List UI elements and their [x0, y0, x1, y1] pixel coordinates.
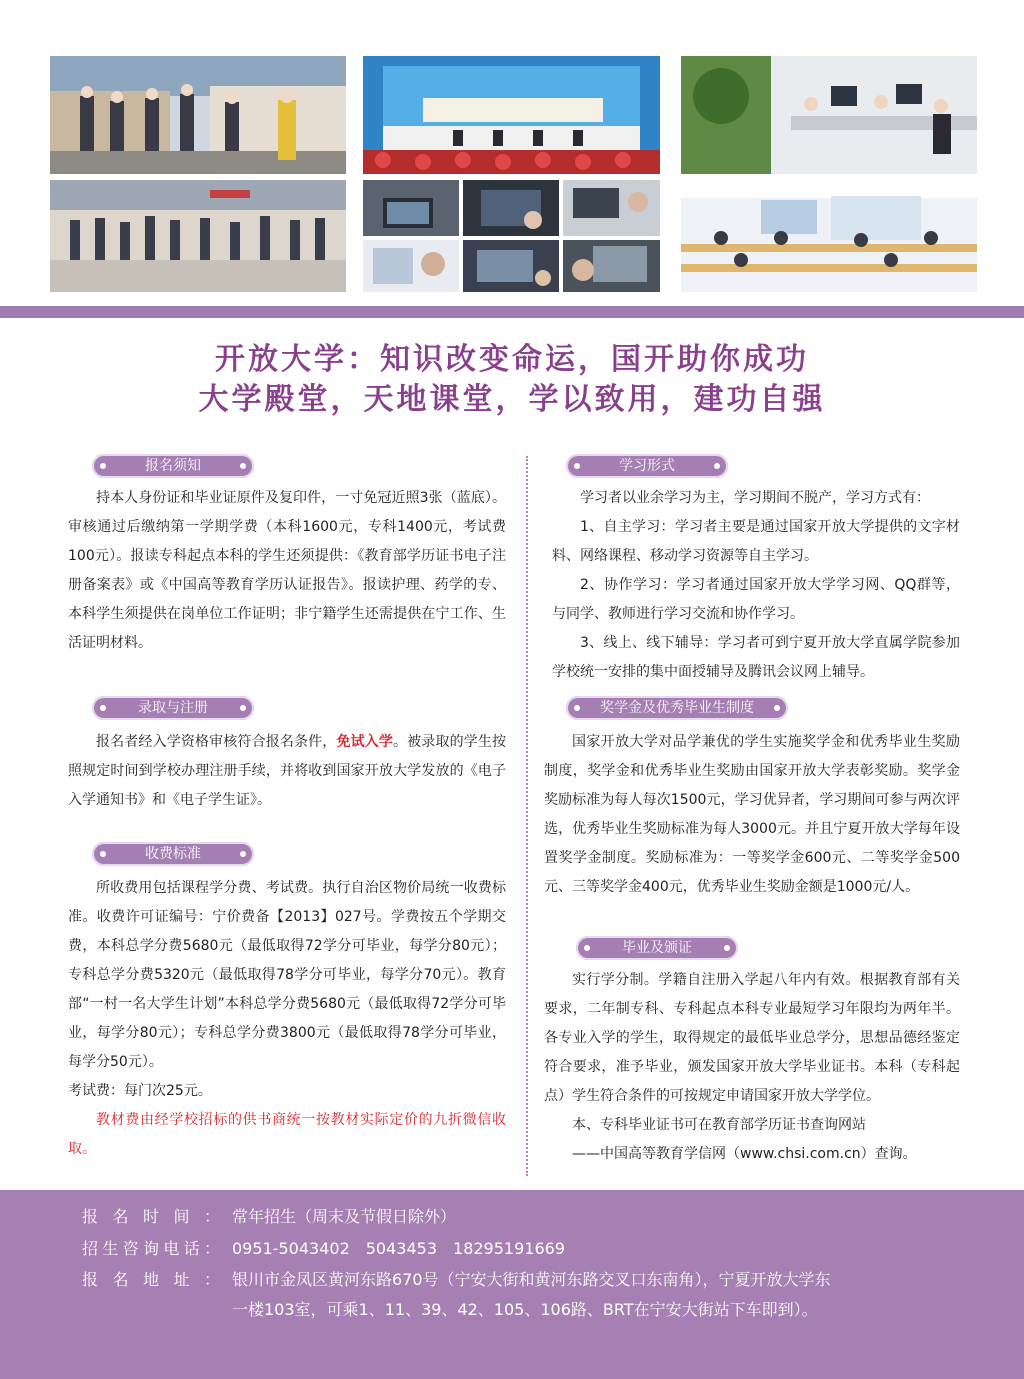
- study-intro: 学习者以业余学习为主，学习期间不脱产，学习方式有：: [580, 490, 930, 506]
- photo-registration-queue-art: [50, 56, 346, 174]
- photo-online-study-5: [463, 240, 559, 292]
- graduation-text-2: 本、专科毕业证书可在教育部学历证书查询网站: [572, 1117, 866, 1133]
- fees-text: 所收费用包括课程学分费、考试费。执行自治区物价局统一收费标准。收费许可证编号：宁价费备【2013】027号。学费按五个学期交费，本科总学分费5680元（最低取得72学分可毕业，每学分80元）；专科总学分费5320元（最低取得78学分可毕业，每学分70元）。教育部“一村一名大学生计划”本科总学分费5680元（最低取得72学分可毕业，每学分80元）；专科总学分费3800元（最低取得78学分可毕业，每学分50元）。: [68, 880, 506, 1070]
- footer-phone-label: 招生咨询电话：: [82, 1239, 220, 1258]
- footer-address-line-1: 银川市金凤区黄河东路670号（宁安大街和黄河东路交叉口东南角），宁夏开放大学东: [232, 1270, 831, 1289]
- headline-line-1: 开放大学：知识改变命运，国开助你成功: [215, 342, 809, 377]
- graduation-text-block: [544, 966, 960, 1169]
- graduation-text: 实行学分制。学籍自注册入学起八年内有效。根据教育部有关要求，二年制专科、专科起点本科专业最短学习年限均为两年半。各专业入学的学生，取得规定的最低毕业总学分，思想品德经鉴定符合要求，准予毕业，颁发国家开放大学毕业证书。本科（专科起点）学生符合条件的可按规定申请国家开放大学学位。: [544, 972, 960, 1104]
- section-title-registration: 报名须知: [92, 454, 254, 478]
- footer-address-label: 报名地址：: [82, 1270, 220, 1289]
- section-title-fees: 收费标准: [92, 842, 254, 866]
- photo-online-study-6-art: [563, 240, 660, 292]
- section-title-study: 学习形式: [566, 454, 728, 478]
- registration-text-block: [68, 484, 506, 658]
- photo-hall-gathering: [50, 180, 346, 292]
- registration-text: 持本人身份证和毕业证原件及复印件，一寸免冠近照3张（蓝底）。审核通过后缴纳第一学期学费（本科1600元，专科1400元，考试费100元）。报读专科起点本科的学生还须提供：《教育部学历证书电子注册备案表》或《中国高等教育学历认证报告》。报读护理、药学的专、本科学生须提供在岗单位工作证明；非宁籍学生还需提供在宁工作、生活证明材料。: [68, 490, 506, 651]
- photo-online-study-5-art: [463, 240, 559, 292]
- fees-text-block: [68, 874, 506, 1164]
- section-title-admission: 录取与注册: [92, 696, 254, 720]
- top-band: [0, 306, 1024, 318]
- fees-textbook-note: 教材费由经学校招标的供书商统一按教材实际定价的九折微信收取。: [68, 1112, 506, 1157]
- photo-classroom-art: [681, 180, 977, 292]
- photo-registration-queue: [50, 56, 346, 174]
- photo-collage: [50, 56, 977, 292]
- photo-online-study-3: [563, 180, 660, 236]
- photo-computer-room-art: [681, 56, 977, 174]
- photo-computer-room: [681, 56, 977, 174]
- photo-online-study-2-art: [463, 180, 559, 236]
- column-divider: [526, 456, 528, 1176]
- photo-online-study-4-art: [363, 240, 459, 292]
- study-item-2: 2、协作学习：学习者通过国家开放大学学习网、QQ群等，与同学、教师进行学习交流和协作学习。: [552, 577, 960, 622]
- footer-phone-value: 0951-5043402 5043453 18295191669: [232, 1239, 565, 1258]
- headline-line-2: 大学殿堂，天地课堂，学以致用，建功自强: [198, 382, 826, 417]
- admission-text: [68, 728, 506, 815]
- footer-address-line-2: 一楼103室，可乘1、11、39、42、105、106路、BRT在宁安大街站下车即到）。: [232, 1300, 818, 1319]
- photo-online-study-4: [363, 240, 459, 292]
- study-text-block: [552, 484, 960, 687]
- photo-online-study-1-art: [363, 180, 459, 236]
- photo-online-study-1: [363, 180, 459, 236]
- admission-text-after: 。被录取的学生按照规定时间到学校办理注册手续，并将收到国家开放大学发放的《电子入学通知书》和《电子学生证》。: [68, 734, 507, 808]
- scholarship-text: 国家开放大学对品学兼优的学生实施奖学金和优秀毕业生奖励制度，奖学金和优秀毕业生奖励由国家开放大学表彰奖励。奖学金奖励标准为每人每次1500元，学习优异者，学习期间可参与两次评选，优秀毕业生奖励标准为每人3000元。并且宁夏开放大学每年设置奖学金制度。奖励标准为：一等奖学金600元、二等奖学金500元、三等奖学金400元，优秀毕业生奖励金额是1000元/人。: [544, 734, 960, 895]
- footer-time-label: 报名时间：: [82, 1207, 220, 1226]
- footer-time-value: 常年招生（周末及节假日除外）: [232, 1207, 457, 1226]
- photo-online-study-2: [463, 180, 559, 236]
- footer-panel: [0, 1190, 1024, 1379]
- admission-text-block: [68, 728, 506, 815]
- study-item-3: 3、线上、线下辅导：学习者可到宁夏开放大学直属学院参加学校统一安排的集中面授辅导及腾讯会议网上辅导。: [552, 635, 960, 680]
- graduation-text-3: ——中国高等教育学信网（www.chsi.com.cn）查询。: [572, 1146, 917, 1162]
- photo-online-study-3-art: [563, 180, 660, 236]
- photo-hall-gathering-art: [50, 180, 346, 292]
- fees-exam-fee: 考试费：每门次25元。: [68, 1083, 212, 1099]
- photo-online-study-6: [563, 240, 660, 292]
- admission-text-before: 报名者经入学资格审核符合报名条件，: [96, 734, 337, 750]
- photo-opening-ceremony-art: [363, 56, 660, 174]
- photo-opening-ceremony: [363, 56, 660, 174]
- section-title-graduation: 毕业及颁证: [576, 936, 738, 960]
- photo-classroom: [681, 180, 977, 292]
- study-item-1: 1、自主学习：学习者主要是通过国家开放大学提供的文字材料、网络课程、移动学习资源等自主学习。: [552, 519, 960, 564]
- section-title-scholarship: 奖学金及优秀毕业生制度: [566, 696, 788, 720]
- admission-highlight: 免试入学: [336, 734, 394, 750]
- scholarship-text-block: [544, 728, 960, 902]
